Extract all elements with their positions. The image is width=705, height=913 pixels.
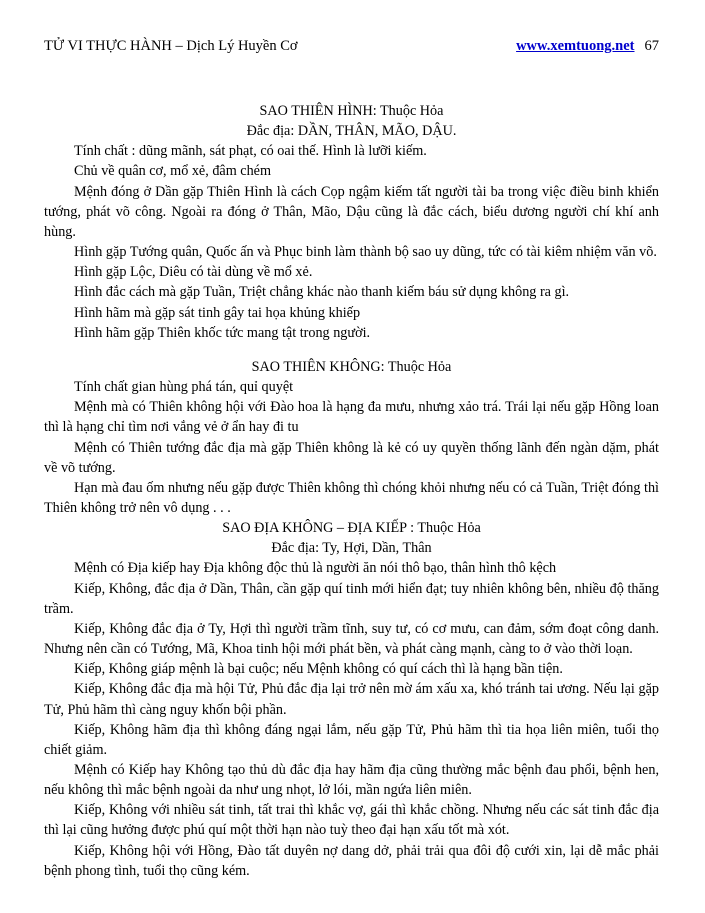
paragraph: Kiếp, Không giáp mệnh là bại cuộc; nếu Mệnh không có quí cách thì là hạng bần tiện. — [74, 661, 563, 678]
paragraph: Hình hãm mà gặp sát tinh gây tai họa khủng khiếp — [74, 304, 361, 321]
paragraph: Chủ về quân cơ, mổ xẻ, đâm chém — [74, 163, 272, 180]
paragraph: Hình đắc cách mà gặp Tuần, Triệt chẳng khác nào thanh kiếm báu sử dụng không ra gì. — [74, 284, 570, 301]
paragraph: Kiếp, Không đắc địa ở Ty, Hợi thì người trầm tĩnh, suy tư, có cơ mưu, can đảm, sớm đoạt công danh. Nhưng nên cần có Tướng, Mã, Khoa tinh hội mới phát bền, và phát càng mạnh, càng to ở vào thời loạn. — [44, 620, 659, 658]
paragraph: Kiếp, Không đắc địa mà hội Tử, Phủ đắc địa lại trở nên mờ ám xấu xa, khó tránh tai ương. Nếu lại gặp Tử, Phủ hãm thì càng nguy khốn bội phần. — [44, 681, 659, 718]
section-subheading-thien-hinh: Đắc địa: DẦN, THÂN, MÃO, DẬU. — [246, 123, 457, 140]
section-heading-dia-khong-dia-kiep: SAO ĐỊA KHÔNG – ĐỊA KIẾP : Thuộc Hỏa — [222, 520, 481, 537]
paragraph: Mệnh mà có Thiên không hội với Đào hoa là hạng đa mưu, nhưng xảo trá. Trái lại nếu gặp Hồng loan thì là hạng chỉ tìm nơi vắng vẻ ở ẩn hay đi tu — [44, 399, 659, 436]
paragraph: Kiếp, Không, đắc địa ở Dần, Thân, cần gặp quí tinh mới hiển đạt; tuy nhiên không bên, nhiều độ thăng trầm. — [44, 580, 659, 617]
website-link[interactable]: www.xemtuong.net — [516, 38, 635, 54]
header-right-group — [516, 38, 659, 55]
paragraph: Kiếp, Không hãm địa thì không đáng ngại lắm, nếu gặp Tử, Phủ hãm thì tia họa liên miên, tuổi thọ chiết giảm. — [44, 721, 659, 758]
page-number: 67 — [644, 38, 659, 54]
paragraph: Mệnh có Thiên tướng đắc địa mà gặp Thiên không là kẻ có uy quyền thống lãnh đến ngàn dặm, phát về võ tướng. — [44, 439, 659, 476]
paragraph: Hình gặp Tướng quân, Quốc ấn và Phục binh làm thành bộ sao uy dũng, tức có tài kiêm nhiệm văn võ. — [74, 244, 657, 261]
section-spacer — [44, 343, 659, 357]
paragraph: Mệnh có Kiếp hay Không tạo thủ dù đắc địa hay hãm địa cũng thường mắc bệnh đau phổi, bệnh hen, nếu không thì mắc bệnh ngoài da như ung nhọt, lở lói, mần ngứa liên miên. — [44, 762, 659, 799]
paragraph: Tính chất : dũng mãnh, sát phạt, có oai thế. Hình là lưỡi kiếm. — [74, 143, 427, 160]
paragraph: Mệnh đóng ở Dần gặp Thiên Hình là cách Cọp ngậm kiếm tất người tài ba trong việc điều binh khiển tướng, phát võ công. Ngoài ra đóng ở Thân, Mão, Dậu cũng là đắc cách, biểu dương người chí khí anh hùng. — [44, 183, 659, 240]
header-title: TỬ VI THỰC HÀNH – Dịch Lý Huyền Cơ — [44, 38, 298, 54]
paragraph: Tính chất gian hùng phá tán, quỉ quyệt — [74, 379, 294, 396]
paragraph: Hạn mà đau ốm nhưng nếu gặp được Thiên không thì chóng khỏi nhưng nếu có cả Tuần, Triệt đóng thì Thiên không trở nên vô dụng . . . — [44, 479, 659, 516]
section-heading-thien-khong: SAO THIÊN KHÔNG: Thuộc Hỏa — [251, 358, 452, 375]
page-header — [44, 38, 659, 55]
paragraph: Hình gặp Lộc, Diêu có tài dùng về mổ xẻ. — [74, 264, 313, 281]
section-subheading-dia-khong-dia-kiep: Đắc địa: Ty, Hợi, Dần, Thân — [271, 540, 432, 557]
paragraph: Kiếp, Không với nhiều sát tinh, tất trai thì khắc vợ, gái thì khắc chồng. Nhưng nếu các sát tinh đắc địa thì lại cũng hưởng được phú quí một thời hạn nào tuỳ theo đại hạn xấu tốt mà xót. — [44, 802, 659, 839]
document-body — [44, 101, 659, 881]
paragraph: Hình hãm gặp Thiên khốc tức mang tật trong người. — [74, 324, 371, 341]
section-heading-thien-hinh: SAO THIÊN HÌNH: Thuộc Hỏa — [259, 103, 444, 119]
paragraph: Mệnh có Địa kiếp hay Địa không độc thủ là người ăn nói thô bạo, thân hình thô kệch — [74, 560, 557, 577]
paragraph: Kiếp, Không hội với Hồng, Đào tất duyên nợ dang dở, phải trải qua đôi độ cưới xin, lại dễ mắc phải bệnh phong tình, tuổi thọ cũng kém. — [44, 842, 659, 879]
